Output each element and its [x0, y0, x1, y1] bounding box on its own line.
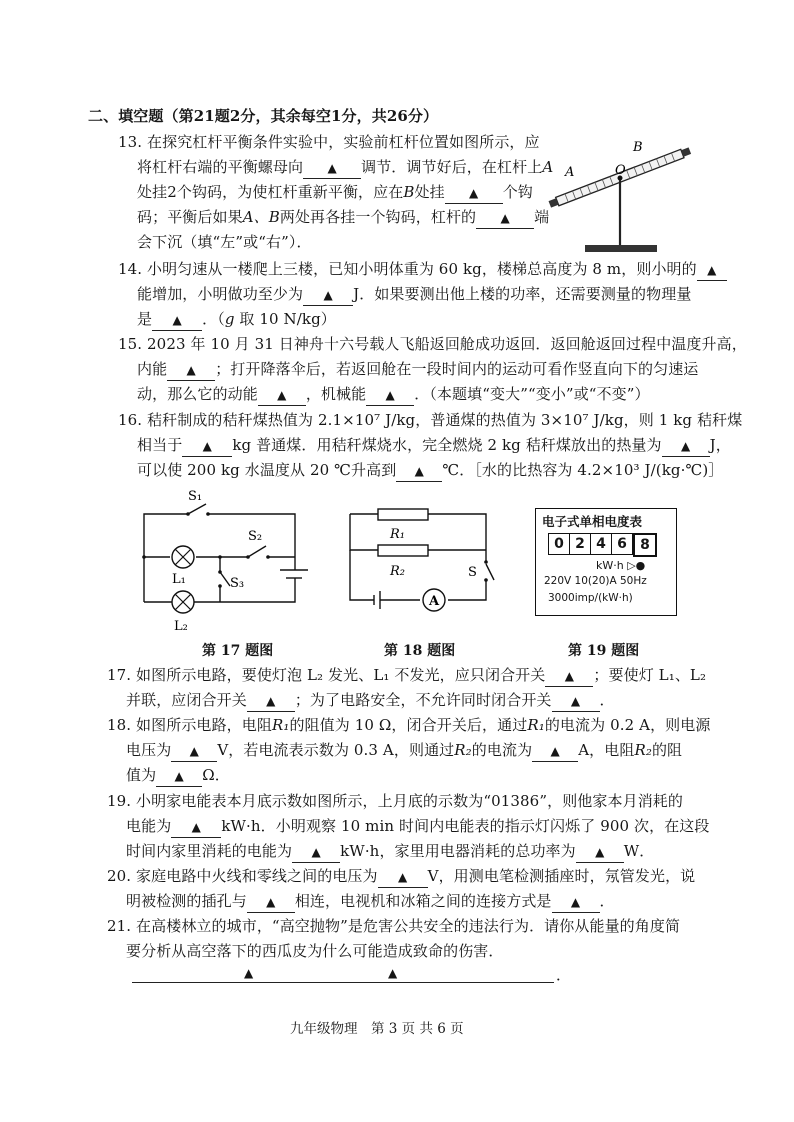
q20-text-2c: ． — [599, 892, 615, 910]
answer-blank[interactable] — [152, 309, 202, 331]
answer-blank[interactable] — [662, 435, 710, 457]
meter-title: 电子式单相电度表 — [542, 514, 643, 529]
label-s2: S₂ — [248, 529, 263, 544]
q14-line-1 — [118, 259, 727, 281]
q18-var-r2b: R₂ — [634, 741, 652, 759]
q20-text-2a: 明被检测的插孔与 — [126, 892, 247, 910]
q13-text-3d: 个钩 — [502, 183, 533, 201]
blank-triangle-icon: ▲ — [397, 870, 408, 884]
q15-text-2b: ；打开降落伞后，若返回舱在一段时间内的运动可看作竖直向下的匀速运 — [215, 360, 699, 378]
q13-number: 13. — [118, 133, 143, 151]
blank-triangle-icon: ▲ — [189, 744, 199, 758]
meter-digit-decimal: 8 — [633, 533, 657, 557]
q14-number: 14. — [118, 260, 143, 278]
blank-triangle-icon: ▲ — [327, 161, 337, 175]
resistor-r2-icon — [378, 545, 428, 556]
answer-blank[interactable] — [396, 460, 442, 482]
indicator-light-icon: ▷● — [627, 559, 646, 572]
q15-line-3 — [137, 384, 650, 406]
q14-text-3b: ．（ — [202, 310, 225, 328]
q18-text-2b: V，若电流表示数为 0.3 A，则通过 — [217, 741, 455, 759]
blank-triangle-icon: ▲ — [244, 966, 254, 980]
q13-text-1: 在探究杠杆平衡条件实验中，实验前杠杆位置如图所示，应 — [147, 133, 540, 151]
blank-triangle-icon: ▲ — [202, 439, 212, 453]
blank-triangle-icon: ▲ — [174, 769, 184, 783]
q16-text-3a: 可以使 200 kg 水温度从 20 ℃升高到 — [137, 461, 397, 479]
q19-line-1 — [107, 791, 683, 811]
answer-blank[interactable] — [476, 207, 534, 229]
q13-line-4 — [137, 207, 549, 229]
answer-blank[interactable] — [552, 690, 600, 712]
meter-digit: 0 — [548, 533, 570, 555]
answer-blank[interactable] — [552, 891, 600, 913]
answer-line-end: ． — [556, 966, 572, 984]
q19-line-2 — [126, 816, 710, 838]
q21-line-2: 要分析从高空落下的西瓜皮为什么可能造成致命的伤害． — [126, 942, 504, 960]
answer-blank[interactable] — [247, 891, 295, 913]
lever-figure — [545, 128, 695, 258]
q13-var-ab: A、B — [242, 208, 280, 226]
blank-triangle-icon: ▲ — [500, 211, 510, 225]
fig19-caption: 第 19 题图 — [568, 643, 640, 659]
ammeter-label: A — [429, 594, 440, 609]
blank-triangle-icon: ▲ — [469, 186, 479, 200]
q20-line-1 — [107, 866, 695, 888]
q13-text-2a: 将杠杆右端的平衡螺母向 — [137, 158, 304, 176]
q18-text-2g: 的阻 — [651, 741, 683, 759]
q17-line-2 — [126, 690, 615, 712]
q18-text-2a: 电压为 — [126, 741, 172, 759]
label-l2: L₂ — [174, 619, 188, 634]
q13-var-a: A — [542, 158, 554, 176]
fig18-caption: 第 18 题图 — [384, 643, 456, 659]
q18-text-1c: 的阻值为 10 Ω，闭合开关后，通过 — [289, 716, 528, 734]
q13-line-2 — [137, 157, 553, 179]
q20-text-2b: 相连，电视机和冰箱之间的连接方式是 — [294, 892, 552, 910]
q18-text-3b: Ω． — [202, 766, 230, 784]
q17-line-1 — [107, 665, 706, 687]
blank-triangle-icon: ▲ — [570, 895, 581, 909]
q18-var-r2: R₂ — [454, 741, 472, 759]
answer-blank[interactable] — [303, 284, 353, 306]
q16-line-3 — [137, 460, 723, 482]
q14-line-2 — [137, 284, 691, 306]
q21-line-1 — [107, 916, 680, 936]
answer-blank[interactable] — [532, 740, 578, 762]
answer-blank[interactable] — [303, 157, 361, 179]
q16-line-2 — [137, 435, 731, 457]
q13-text-4d: 端 — [534, 208, 550, 226]
q14-text-1: 小明匀速从一楼爬上三楼，已知小明体重为 60 kg，楼梯总高度为 8 m，则小明的 — [147, 260, 697, 278]
q18-line-1 — [107, 715, 710, 735]
meter-unit — [596, 559, 645, 572]
blank-triangle-icon: ▲ — [311, 845, 321, 859]
blank-triangle-icon: ▲ — [266, 694, 276, 708]
q16-text-2b: kg 普通煤．用秸秆煤烧水，完全燃烧 2 kg 秸秆煤放出的热量为 — [232, 436, 662, 454]
blank-triangle-icon: ▲ — [550, 744, 560, 758]
q13-line-5: 会下沉（填“左”或“右”）． — [137, 233, 312, 251]
q18-text-2d: 的电流为 — [471, 741, 533, 759]
q20-text-1a: 家庭电路中火线和零线之间的电压为 — [136, 867, 378, 885]
label-a: A — [565, 165, 575, 180]
q14-text-2b: J．如果要测出他上楼的功率，还需要测量的物理量 — [353, 285, 692, 303]
meter-digit: 2 — [570, 533, 591, 555]
q14-text-3a: 是 — [137, 310, 153, 328]
q17-text-1a: 如图所示电路，要使灯泡 L₂ 发光、L₁ 不发光，应只闭合开关 — [136, 666, 546, 684]
label-b: B — [633, 140, 643, 155]
q19-text-2b: kW·h．小明观察 10 min 时间内电能表的指示灯闪烁了 900 次，在这段 — [221, 817, 710, 835]
q15-text-3c: ．（本题填“变大”“变小”或“不变”） — [414, 385, 650, 403]
q18-text-1a: 如图所示电路，电阻 — [136, 716, 272, 734]
q13-text-2b: 调节．调节好后，在杠杆上 — [361, 158, 543, 176]
q13-line-3 — [137, 182, 533, 204]
q19-text-3a: 时间内家里消耗的电能为 — [126, 842, 293, 860]
answer-blank[interactable] — [378, 866, 428, 888]
answer-blank[interactable] — [576, 841, 624, 863]
resistor-r1-icon — [378, 509, 428, 520]
meter-digits — [548, 533, 657, 555]
q18-line-3 — [126, 765, 230, 787]
blank-triangle-icon: ▲ — [570, 694, 581, 708]
q18-text-1e: 的电流为 0.2 A，则电源 — [544, 716, 711, 734]
q19-text-1: 小明家电能表本月底示数如图所示，上月底的示数为“01386”，则他家本月消耗的 — [136, 792, 683, 810]
q19-text-3c: W． — [623, 842, 655, 860]
q15-text-3b: ，机械能 — [305, 385, 367, 403]
label-s: S — [468, 565, 477, 580]
q14-text-3d: 取 10 N/kg） — [234, 310, 336, 328]
blank-triangle-icon: ▲ — [323, 288, 333, 302]
label-s3: S₃ — [230, 576, 245, 591]
answer-blank[interactable] — [247, 690, 295, 712]
answer-line[interactable] — [132, 966, 554, 983]
lever-stand-base — [585, 245, 657, 252]
label-r1: R₁ — [390, 527, 405, 542]
answer-blank[interactable] — [258, 384, 306, 406]
q14-text-2a: 能增加，小明做功至少为 — [137, 285, 304, 303]
q13-text-3c: 处挂 — [414, 183, 445, 201]
q19-text-3b: kW·h，家里用电器消耗的总功率为 — [340, 842, 576, 860]
q17-text-2c: ． — [599, 691, 615, 709]
q18-var-r1b: R₁ — [527, 716, 545, 734]
blank-triangle-icon: ▲ — [707, 263, 717, 277]
q15-text-2a: 内能 — [137, 360, 168, 378]
q16-text-2c: J， — [709, 436, 731, 454]
blank-triangle-icon: ▲ — [385, 388, 395, 402]
answer-blank[interactable] — [697, 259, 727, 281]
q13-text-3a: 处挂2个钩码，为使杠杆重新平衡，应在 — [137, 183, 404, 201]
q16-text-3b: ℃．［水的比热容为 4.2×10³ J/(kg·℃)］ — [442, 461, 724, 479]
meter-unit-text: kW·h — [596, 559, 624, 572]
blank-triangle-icon: ▲ — [186, 363, 196, 377]
answer-blank[interactable] — [167, 359, 215, 381]
label-l1: L₁ — [172, 572, 186, 587]
q15-text-3a: 动，那么它的动能 — [137, 385, 258, 403]
q16-text-1: 秸秆制成的秸秆煤热值为 2.1×10⁷ J/kg，普通煤的热值为 3×10⁷ J/kg，则 1 kg 秸秆煤 — [147, 411, 743, 429]
q14-var-g: g — [224, 310, 235, 328]
q19-number: 19. — [107, 792, 132, 810]
meter-spec-2: 3000imp/(kW·h) — [548, 592, 633, 604]
fig17-circuit — [130, 482, 330, 637]
q17-text-2b: ；为了电路安全，不允许同时闭合开关 — [294, 691, 552, 709]
section-title: 二、填空题（第21题2分，其余每空1分，共26分） — [88, 107, 439, 125]
q19-line-3 — [126, 841, 654, 863]
blank-triangle-icon: ▲ — [680, 439, 691, 453]
answer-blank[interactable] — [445, 182, 503, 204]
q16-text-2a: 相当于 — [137, 436, 183, 454]
electricity-meter — [535, 508, 677, 616]
q19-text-2a: 电能为 — [126, 817, 172, 835]
q17-number: 17. — [107, 666, 132, 684]
q15-number: 15. — [118, 335, 143, 353]
page-footer: 九年级物理 第 3 页 共 6 页 — [290, 1021, 464, 1037]
blank-triangle-icon: ▲ — [564, 669, 575, 683]
answer-blank[interactable] — [545, 665, 593, 687]
answer-blank[interactable] — [182, 435, 232, 457]
q18-line-2 — [126, 740, 682, 762]
q18-number: 18. — [107, 716, 132, 734]
blank-triangle-icon: ▲ — [191, 820, 201, 834]
q17-text-1b: ；要使灯 L₁、L₂ — [593, 666, 707, 684]
q18-text-2e: A，电阻 — [578, 741, 635, 759]
label-o: O — [615, 163, 626, 178]
q15-text-1: 2023 年 10 月 31 日神舟十六号载人飞船返回舱成功返回．返回舱返回过程中温度升高， — [147, 335, 747, 353]
q13-line-1 — [118, 132, 540, 152]
fig18-circuit — [340, 500, 510, 620]
blank-triangle-icon: ▲ — [277, 388, 287, 402]
blank-triangle-icon: ▲ — [388, 966, 398, 980]
meter-spec-1: 220V 10(20)A 50Hz — [544, 575, 647, 587]
q20-line-2 — [126, 891, 615, 913]
answer-blank[interactable] — [366, 384, 414, 406]
q18-text-3a: 值为 — [126, 766, 157, 784]
answer-blank[interactable] — [171, 816, 221, 838]
q20-number: 20. — [107, 867, 132, 885]
answer-blank[interactable] — [171, 740, 217, 762]
blank-triangle-icon: ▲ — [172, 313, 182, 327]
q20-text-1b: V，用测电笔检测插座时，氖管发光，说 — [427, 867, 696, 885]
meter-digit: 4 — [591, 533, 612, 555]
q21-text-1: 在高楼林立的城市，“高空抛物”是危害公共安全的违法行为．请你从能量的角度简 — [136, 917, 681, 935]
answer-blank[interactable] — [156, 765, 202, 787]
q15-line-2 — [137, 359, 698, 381]
label-r2: R₂ — [390, 564, 405, 579]
meter-digit: 6 — [612, 533, 633, 555]
q14-line-3 — [137, 309, 336, 331]
q13-text-4c: 两处再各挂一个钩码，杠杆的 — [279, 208, 477, 226]
fig17-caption: 第 17 题图 — [202, 643, 274, 659]
q16-number: 16. — [118, 411, 143, 429]
q18-var-r1: R₁ — [271, 716, 290, 734]
answer-blank[interactable] — [292, 841, 340, 863]
blank-triangle-icon: ▲ — [414, 464, 425, 478]
blank-triangle-icon: ▲ — [266, 895, 276, 909]
q15-line-1 — [118, 334, 747, 354]
q13-text-4a: 码；平衡后如果 — [137, 208, 243, 226]
q17-text-2a: 并联，应闭合开关 — [126, 691, 247, 709]
q13-var-b: B — [403, 183, 415, 201]
q16-line-1 — [118, 410, 742, 430]
blank-triangle-icon: ▲ — [595, 845, 605, 859]
q21-number: 21. — [107, 917, 132, 935]
label-s1: S₁ — [188, 489, 203, 504]
